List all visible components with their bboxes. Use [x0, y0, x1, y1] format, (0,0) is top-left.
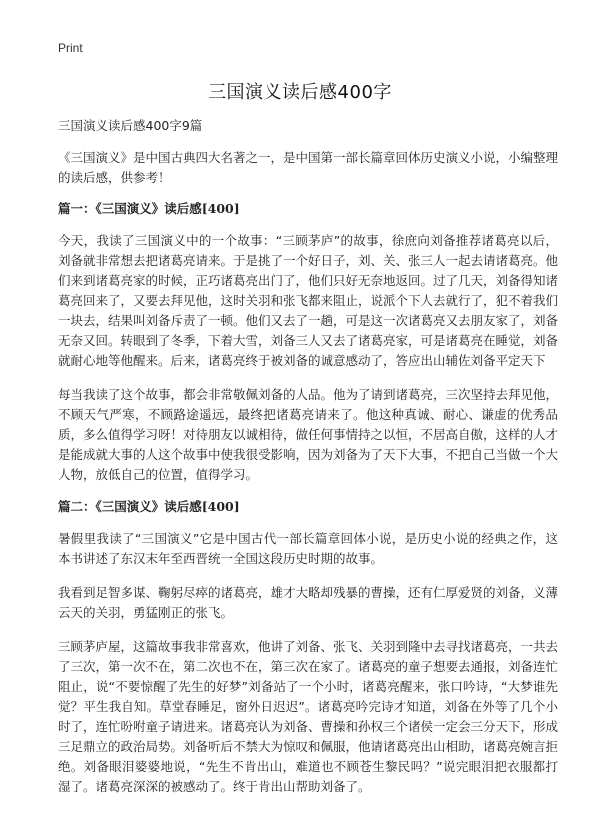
section-paragraph: 暑假里我读了“三国演义”它是中国古代一部长篇章回体小说，是历史小说的经典之作，这本书讲述了东汉末年至西晋统一全国这段历史时期的故事。: [58, 531, 558, 566]
section-paragraph: 三顾茅庐屋，这篇故事我非常喜欢，他讲了刘备、张飞、关羽到隆中去寻找诸葛亮，一共去了三次，第一次不在，第二次也不在，第三次在家了。诸葛亮的童子想要去通报，刘备连忙阻止，说“不要惊醒了先生的好梦”刘备站了一个小时，诸葛亮醒来，张口吟诗，“大梦谁先觉？平生我自知。草堂春睡足，窗外日迟迟”。诸葛亮吟完诗才知道，刘备在外等了几个小时了，连忙吩咐童子请进来。诸葛亮认为刘备、曹操和孙权三个诸侯一定会三分天下，形成三足鼎立的政治局势。刘备听后不禁大为惊叹和佩服，他请诸葛亮出山相助，诸葛亮婉言拒绝。刘备眼泪婆婆地说，“先生不肯出山，难道也不顾苍生黎民吗？”说完眼泪把衣服都打湿了。诸葛亮深深的被感动了。终于肯出山帮助刘备了。: [58, 639, 559, 794]
print-link[interactable]: Print: [58, 41, 83, 55]
article-subtitle: 三国演义读后感400字9篇: [58, 118, 203, 133]
page-title: 三国演义读后感400字: [208, 82, 392, 103]
section-paragraph: 今天，我读了三国演义中的一个故事：“三顾茅庐”的故事，徐庶向刘备推荐诸葛亮以后，刘备就非常想去把诸葛亮请来。于是挑了一个好日子，刘、关、张三人一起去请诸葛亮。他们来到诸葛亮家的时候，正巧诸葛亮出门了，他们只好无奈地返回。过了几天，刘备得知诸葛亮回来了，又要去拜见他，这时关羽和张飞都来阻止，说派个下人去就行了，犯不着我们一块去，结果叫刘备斥责了一顿。他们又去了一趟，可是这一次诸葛亮又去朋友家了，刘备无奈又回。转眼到了冬季，下着大雪，刘备三人又去了诸葛亮家，可是诸葛亮在睡觉，刘备就耐心地等他醒来。后来，诸葛亮终于被刘备的诚意感动了，答应出山辅佐刘备平定天下: [58, 233, 559, 368]
section-paragraph: 每当我读了这个故事，都会非常敬佩刘备的人品。他为了请到诸葛亮，三次坚持去拜见他，不顾天气严寒，不顾路途遥远，最终把诸葛亮请来了。他这种真诚、耐心、谦虚的优秀品质，多么值得学习呀！对待朋友以诚相待，做任何事情持之以恒，不居高自傲，这样的人才是能成就大事的人这个故事中使我很受影响，因为刘备为了天下大事，不把自己当做一个大人物，放低自己的位置，值得学习。: [58, 387, 559, 482]
section-heading: 篇一：《三国演义》读后感[400]: [58, 201, 240, 216]
intro-paragraph: 《三国演义》是中国古典四大名著之一，是中国第一部长篇章回体历史演义小说，小编整理的读后感，供参考！: [58, 150, 559, 185]
section-paragraph: 我看到足智多谋、鞠躬尽瘁的诸葛亮，雄才大略却残暴的曹操，还有仁厚爱贤的刘备，义薄云天的关羽，勇猛刚正的张飞。: [58, 585, 559, 620]
section-heading: 篇二：《三国演义》读后感[400]: [58, 499, 240, 514]
article-body: [58, 118, 558, 811]
